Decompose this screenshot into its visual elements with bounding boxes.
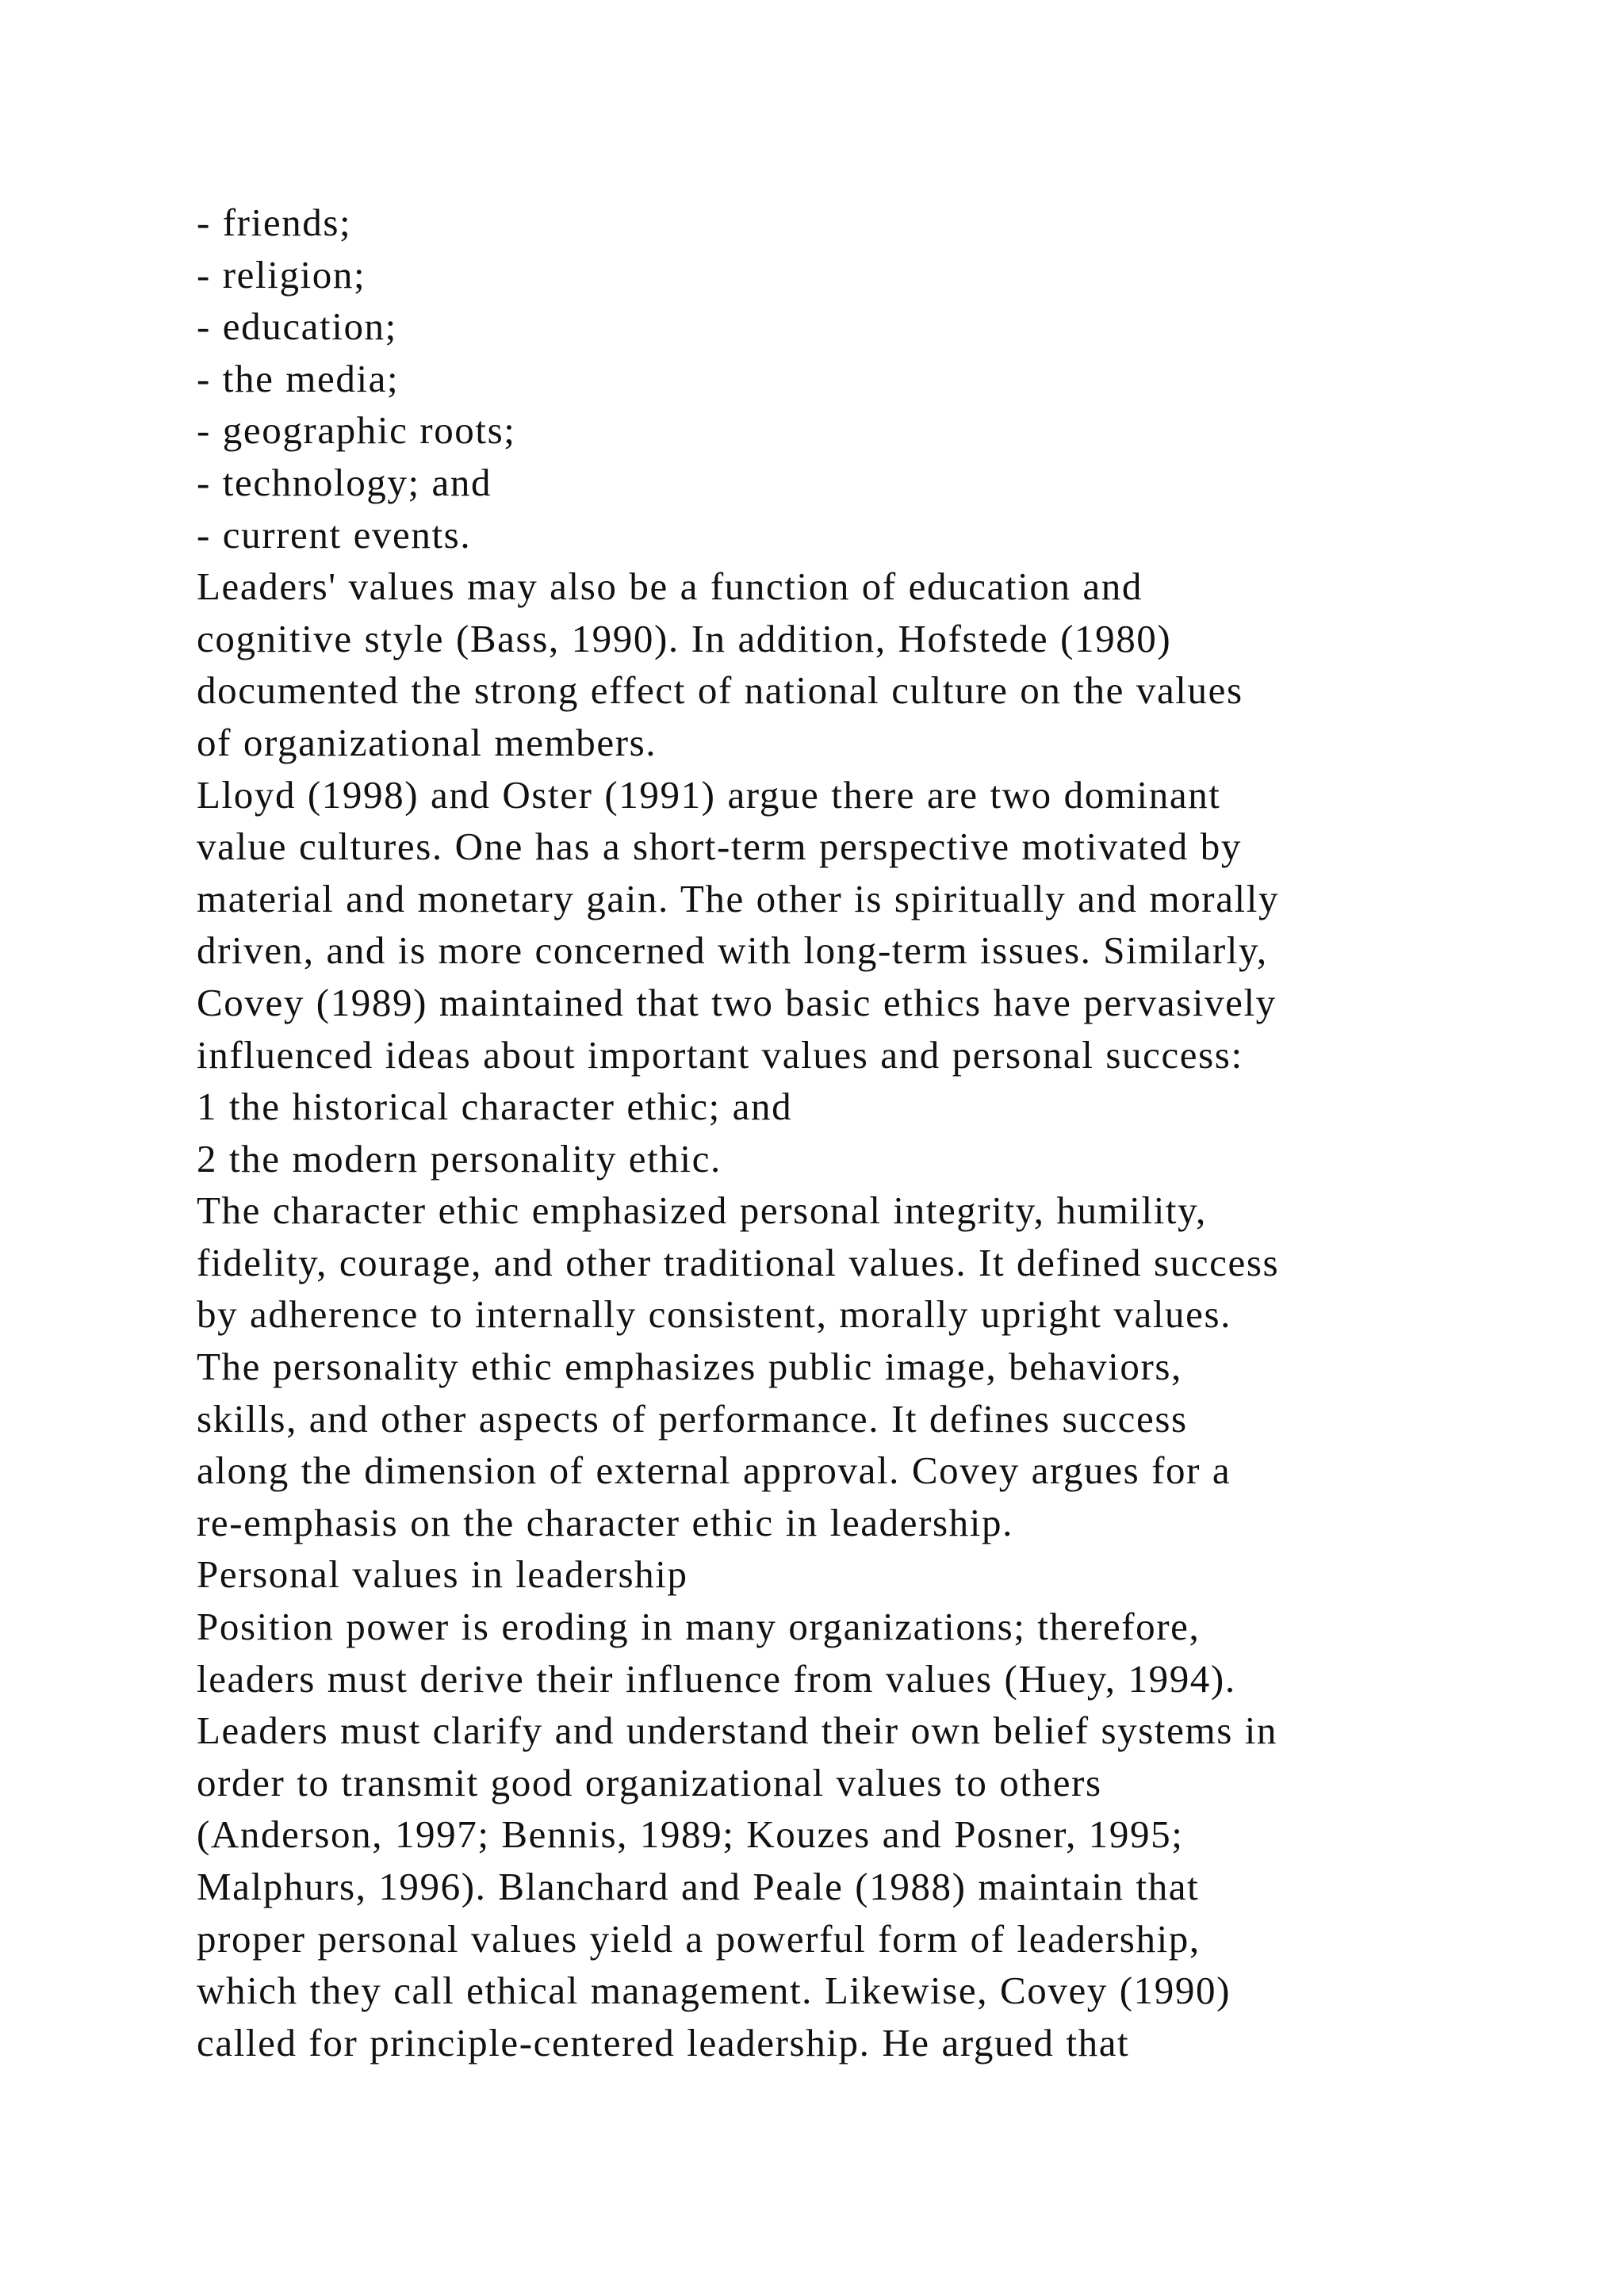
text-line: 1 the historical character ethic; and [197,1085,793,1129]
text-line: order to transmit good organizational values to others [197,1760,1102,1804]
text-line: (Anderson, 1997; Bennis, 1989; Kouzes and Posner, 1995; [197,1812,1184,1857]
text-line: driven, and is more concerned with long-term issues. Similarly, [197,928,1268,973]
text-line: - religion; [197,252,366,297]
text-line: - the media; [197,356,400,400]
text-line: Malphurs, 1996). Blanchard and Peale (1988) maintain that [197,1865,1200,1908]
text-line: Leaders' values may also be a function of education and [197,564,1143,609]
text-line: called for principle-centered leadership. He argued that [197,2020,1130,2064]
document-text [197,197,1545,2068]
text-line: by adherence to internally consistent, morally upright values. [197,1292,1232,1337]
text-line: influenced ideas about important values and personal success: [197,1032,1243,1077]
text-line: The character ethic emphasized personal integrity, humility, [197,1188,1207,1233]
text-line: - geographic roots; [197,408,516,453]
text-line: documented the strong effect of national culture on the values [197,668,1243,713]
text-line: along the dimension of external approval. Covey argues for a [197,1448,1231,1493]
text-line: - education; [197,304,397,349]
section-heading: Personal values in leadership [197,1552,688,1597]
text-line: leaders must derive their influence from values (Huey, 1994). [197,1656,1236,1701]
text-line: fidelity, courage, and other traditional values. It defined success [197,1240,1280,1284]
text-line: The personality ethic emphasizes public image, behaviors, [197,1345,1182,1389]
text-line: value cultures. One has a short-term perspective motivated by [197,825,1242,869]
text-line: - friends; [197,201,352,244]
text-line: material and monetary gain. The other is spiritually and morally [197,876,1280,920]
text-line: Position power is eroding in many organizations; therefore, [197,1605,1201,1649]
text-line: Covey (1989) maintained that two basic ethics have pervasively [197,980,1277,1024]
text-line: which they call ethical management. Likewise, Covey (1990) [197,1969,1231,2013]
text-line: cognitive style (Bass, 1990). In addition, Hofstede (1980) [197,616,1172,660]
text-line: re-emphasis on the character ethic in leadership. [197,1500,1013,1544]
text-line: Lloyd (1998) and Oster (1991) argue there are two dominant [197,772,1221,817]
text-line: skills, and other aspects of performance. It defines success [197,1396,1188,1441]
text-line: - technology; and [197,460,492,504]
text-line: of organizational members. [197,720,657,764]
text-line: 2 the modern personality ethic. [197,1136,722,1181]
text-line: Leaders must clarify and understand their own belief systems in [197,1709,1278,1753]
text-line: proper personal values yield a powerful form of leadership, [197,1916,1201,1961]
text-line: - current events. [197,512,472,557]
